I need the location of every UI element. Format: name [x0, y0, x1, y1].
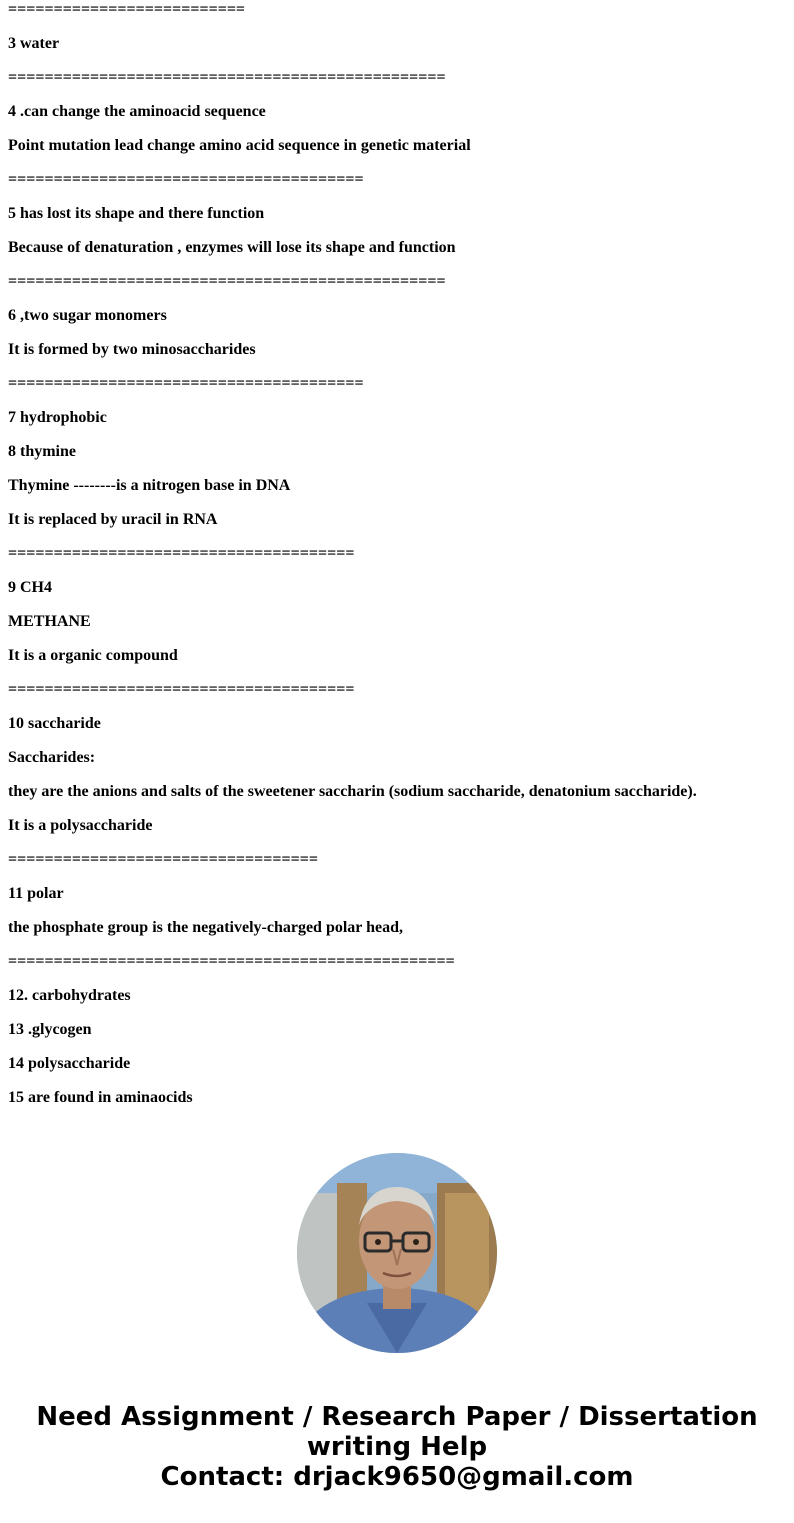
separator-line: ====================================== — [8, 681, 355, 698]
explanation-line: the phosphate group is the negatively-charged polar head, — [8, 919, 403, 936]
explanation-line: Point mutation lead change amino acid sequence in genetic material — [8, 137, 471, 154]
separator-line: ====================================== — [8, 545, 355, 562]
explanation-line: It is formed by two minosaccharides — [8, 341, 256, 358]
separator-line: ================================================= — [8, 953, 455, 970]
author-avatar — [297, 1153, 497, 1353]
separator-line: ================================== — [8, 851, 318, 868]
footer-headline: Need Assignment / Research Paper / Dissertation — [36, 1402, 758, 1432]
answer-line: 9 CH4 — [8, 579, 52, 596]
explanation-line: It is replaced by uracil in RNA — [8, 511, 218, 528]
answer-line: 11 polar — [8, 885, 64, 902]
separator-line: ================================================ — [8, 273, 446, 290]
answer-line: 4 .can change the aminoacid sequence — [8, 103, 266, 120]
author-portrait — [297, 1153, 497, 1353]
answer-line: 12. carbohydrates — [8, 987, 131, 1004]
answer-line: 6 ,two sugar monomers — [8, 307, 167, 324]
answer-line: 7 hydrophobic — [8, 409, 107, 426]
answer-line: 13 .glycogen — [8, 1021, 92, 1038]
separator-line: ================================================ — [8, 69, 446, 86]
explanation-line: It is a polysaccharide — [8, 817, 153, 834]
answer-line: 15 are found in aminaocids — [8, 1089, 193, 1106]
separator-line: ======================================= — [8, 375, 364, 392]
explanation-line: Saccharides: — [8, 749, 96, 766]
contact-email: Contact: drjack9650@gmail.com — [160, 1462, 634, 1492]
answer-line: 5 has lost its shape and there function — [8, 205, 265, 222]
separator-line: ========================== — [8, 1, 246, 18]
explanation-line: METHANE — [8, 613, 91, 630]
footer-subheadline: writing Help — [306, 1432, 488, 1462]
explanation-line: they are the anions and salts of the sweetener saccharin (sodium saccharide, denatonium saccharide). — [8, 783, 697, 800]
explanation-line: Because of denaturation , enzymes will lose its shape and function — [8, 239, 456, 256]
explanation-line: Thymine --------is a nitrogen base in DNA — [8, 477, 291, 494]
contact-banner — [0, 1402, 794, 1492]
explanation-line: It is a organic compound — [8, 647, 178, 664]
answer-line: 3 water — [8, 35, 60, 52]
answer-line: 10 saccharide — [8, 715, 101, 732]
answer-line: 8 thymine — [8, 443, 76, 460]
separator-line: ======================================= — [8, 171, 364, 188]
answer-line: 14 polysaccharide — [8, 1055, 131, 1072]
